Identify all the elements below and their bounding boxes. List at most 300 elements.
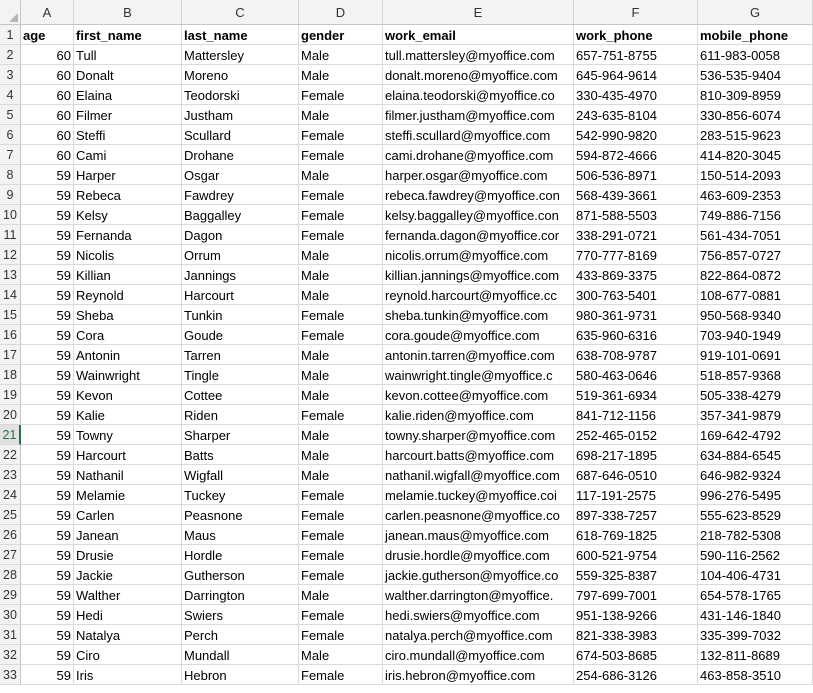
row-header[interactable]: 28 [0,565,21,585]
cell-gender[interactable]: Female [299,545,383,565]
table-row [0,585,813,605]
cell-work-phone[interactable]: 300-763-5401 [574,285,698,305]
cell-work-email[interactable]: wainwright.tingle@myoffice.c [383,365,574,385]
cell-work-email[interactable]: harcourt.batts@myoffice.com [383,445,574,465]
cell-age[interactable]: 59 [21,245,74,265]
cell-last-name[interactable]: Peasnone [182,505,299,525]
cell-work-email[interactable]: iris.hebron@myoffice.com [383,665,574,685]
cell-first-name[interactable]: Cora [74,325,182,345]
cell-work-email[interactable]: harper.osgar@myoffice.com [383,165,574,185]
cell-first-name[interactable]: Antonin [74,345,182,365]
cell-last-name[interactable]: Fawdrey [182,185,299,205]
cell-first-name[interactable]: Hedi [74,605,182,625]
cell-first-name[interactable]: Wainwright [74,365,182,385]
table-row [0,465,813,485]
cell-last-name[interactable]: Hordle [182,545,299,565]
cell-gender[interactable]: Female [299,485,383,505]
cell-first-name[interactable]: Walther [74,585,182,605]
cell-gender[interactable]: Male [299,285,383,305]
cell-work-phone[interactable]: 657-751-8755 [574,45,698,65]
cell-mobile-phone[interactable]: 169-642-4792 [698,425,813,445]
cell-age[interactable]: 59 [21,405,74,425]
cell-work-phone[interactable]: 559-325-8387 [574,565,698,585]
cell-work-phone[interactable]: 841-712-1156 [574,405,698,425]
cell-last-name[interactable]: Justham [182,105,299,125]
cell-age[interactable]: 59 [21,285,74,305]
row-header[interactable]: 27 [0,545,21,565]
cell-work-phone[interactable]: 568-439-3661 [574,185,698,205]
cell-work-email[interactable]: janean.maus@myoffice.com [383,525,574,545]
row-header[interactable]: 30 [0,605,21,625]
table-row [0,85,813,105]
cell-gender[interactable]: Female [299,665,383,685]
cell-age[interactable]: 59 [21,165,74,185]
cell-work-phone[interactable]: 980-361-9731 [574,305,698,325]
cell-first-name[interactable]: Kelsy [74,205,182,225]
table-row [0,105,813,125]
cell-work-email[interactable]: hedi.swiers@myoffice.com [383,605,574,625]
column-header-e[interactable]: E [383,0,574,24]
table-row [0,445,813,465]
cell-first-name[interactable]: Donalt [74,65,182,85]
cell-age[interactable]: 59 [21,205,74,225]
table-row [0,525,813,545]
cell-gender[interactable]: Female [299,145,383,165]
cell-work-phone[interactable]: 821-338-3983 [574,625,698,645]
cell-age[interactable]: 59 [21,485,74,505]
cell-mobile-phone[interactable]: 108-677-0881 [698,285,813,305]
table-row [0,265,813,285]
cell-gender[interactable]: Male [299,105,383,125]
cell-mobile-phone[interactable]: 950-568-9340 [698,305,813,325]
cell-last-name[interactable]: Harcourt [182,285,299,305]
cell-work-email[interactable]: killian.jannings@myoffice.com [383,265,574,285]
cell-gender[interactable]: Female [299,85,383,105]
cell-last-name[interactable]: Baggalley [182,205,299,225]
row-header[interactable]: 1 [0,25,21,45]
cell-gender[interactable]: Male [299,445,383,465]
cell-first-name[interactable]: Ciro [74,645,182,665]
cell-last-name[interactable]: Orrum [182,245,299,265]
cell-work-email[interactable]: towny.sharper@myoffice.com [383,425,574,445]
cell-last-name[interactable]: Wigfall [182,465,299,485]
cell-mobile-phone[interactable]: 703-940-1949 [698,325,813,345]
cell-gender[interactable]: Male [299,265,383,285]
cell-work-phone[interactable]: 600-521-9754 [574,545,698,565]
cell-age[interactable]: 59 [21,545,74,565]
cell-age[interactable]: 60 [21,125,74,145]
table-row [0,225,813,245]
cell-work-phone[interactable]: 254-686-3126 [574,665,698,685]
cell-mobile-phone[interactable]: 335-399-7032 [698,625,813,645]
cell-gender[interactable]: Female [299,405,383,425]
cell-mobile-phone[interactable]: 283-515-9623 [698,125,813,145]
cell-first-name[interactable]: Nicolis [74,245,182,265]
cell-work-phone[interactable]: 506-536-8971 [574,165,698,185]
cell-first-name[interactable]: Drusie [74,545,182,565]
cell-first-name[interactable]: Natalya [74,625,182,645]
cell-first-name[interactable]: Filmer [74,105,182,125]
cell-first-name[interactable]: Rebeca [74,185,182,205]
cell-work-phone[interactable]: 871-588-5503 [574,205,698,225]
cell-age[interactable]: 59 [21,645,74,665]
row-header[interactable]: 29 [0,585,21,605]
cell-age[interactable]: 59 [21,325,74,345]
cell-work-email[interactable]: drusie.hordle@myoffice.com [383,545,574,565]
cell-work-email[interactable]: kalie.riden@myoffice.com [383,405,574,425]
cell-work-phone[interactable]: 338-291-0721 [574,225,698,245]
cell-work-phone[interactable]: 117-191-2575 [574,485,698,505]
cell-work-email[interactable]: carlen.peasnone@myoffice.co [383,505,574,525]
cell-mobile-phone[interactable]: 132-811-8689 [698,645,813,665]
cell-age[interactable]: 60 [21,145,74,165]
column-header-c[interactable]: C [182,0,299,24]
cell-first-name[interactable]: Steffi [74,125,182,145]
cell-work-email[interactable]: jackie.gutherson@myoffice.co [383,565,574,585]
cell-last-name[interactable]: Cottee [182,385,299,405]
cell-last-name[interactable]: Tarren [182,345,299,365]
cell-last-name[interactable]: Tunkin [182,305,299,325]
cell-work-phone[interactable]: 542-990-9820 [574,125,698,145]
cell-age[interactable]: 59 [21,565,74,585]
row-header[interactable]: 24 [0,485,21,505]
cell-work-phone[interactable]: 770-777-8169 [574,245,698,265]
cell-work-email[interactable]: rebeca.fawdrey@myoffice.con [383,185,574,205]
cell-mobile-phone[interactable]: 756-857-0727 [698,245,813,265]
cell-gender[interactable]: Male [299,425,383,445]
cell-mobile-phone[interactable]: 822-864-0872 [698,265,813,285]
cell-age[interactable]: 59 [21,525,74,545]
table-row [0,125,813,145]
cell-work-phone[interactable]: 951-138-9266 [574,605,698,625]
cell-age[interactable]: 59 [21,665,74,685]
cell-first-name[interactable]: Reynold [74,285,182,305]
cell-work-email[interactable]: tull.mattersley@myoffice.com [383,45,574,65]
table-row [0,545,813,565]
cell-last-name[interactable]: Batts [182,445,299,465]
cell-mobile-phone[interactable]: 104-406-4731 [698,565,813,585]
cell-mobile-phone[interactable]: 431-146-1840 [698,605,813,625]
cell-age[interactable]: 60 [21,105,74,125]
cell-last-name[interactable]: Dagon [182,225,299,245]
row-header[interactable]: 2 [0,45,21,65]
cell-first-name[interactable]: Jackie [74,565,182,585]
cell-work-phone[interactable]: 433-869-3375 [574,265,698,285]
cell-gender[interactable]: Male [299,245,383,265]
row-header[interactable]: 32 [0,645,21,665]
cell-a1[interactable]: age [21,25,74,45]
cell-gender[interactable]: Female [299,625,383,645]
row-header[interactable]: 22 [0,445,21,465]
cell-work-email[interactable]: kelsy.baggalley@myoffice.con [383,205,574,225]
cell-mobile-phone[interactable]: 463-609-2353 [698,185,813,205]
cell-mobile-phone[interactable]: 505-338-4279 [698,385,813,405]
cell-mobile-phone[interactable]: 749-886-7156 [698,205,813,225]
cell-work-email[interactable]: sheba.tunkin@myoffice.com [383,305,574,325]
cell-f1[interactable]: work_phone [574,25,698,45]
row-header[interactable]: 8 [0,165,21,185]
cell-age[interactable]: 59 [21,225,74,245]
sheet-rows [0,25,813,685]
row-header[interactable]: 18 [0,365,21,385]
cell-work-email[interactable]: antonin.tarren@myoffice.com [383,345,574,365]
column-header-b[interactable]: B [74,0,182,24]
row-header[interactable]: 20 [0,405,21,425]
row-header[interactable]: 25 [0,505,21,525]
row-header[interactable]: 10 [0,205,21,225]
cell-gender[interactable]: Female [299,605,383,625]
cell-last-name[interactable]: Teodorski [182,85,299,105]
cell-last-name[interactable]: Tuckey [182,485,299,505]
cell-work-phone[interactable]: 687-646-0510 [574,465,698,485]
cell-gender[interactable]: Male [299,385,383,405]
cell-work-email[interactable]: steffi.scullard@myoffice.com [383,125,574,145]
cell-first-name[interactable]: Kevon [74,385,182,405]
cell-age[interactable]: 59 [21,365,74,385]
cell-work-phone[interactable]: 243-635-8104 [574,105,698,125]
cell-mobile-phone[interactable]: 414-820-3045 [698,145,813,165]
cell-work-phone[interactable]: 797-699-7001 [574,585,698,605]
row-header[interactable]: 14 [0,285,21,305]
cell-gender[interactable]: Male [299,165,383,185]
cell-last-name[interactable]: Swiers [182,605,299,625]
table-row [0,205,813,225]
cell-last-name[interactable]: Perch [182,625,299,645]
cell-mobile-phone[interactable]: 654-578-1765 [698,585,813,605]
cell-d1[interactable]: gender [299,25,383,45]
cell-mobile-phone[interactable]: 590-116-2562 [698,545,813,565]
cell-age[interactable]: 59 [21,625,74,645]
cell-age[interactable]: 59 [21,305,74,325]
cell-first-name[interactable]: Tull [74,45,182,65]
table-row [0,645,813,665]
cell-last-name[interactable]: Osgar [182,165,299,185]
row-header[interactable]: 13 [0,265,21,285]
cell-gender[interactable]: Female [299,565,383,585]
table-row [0,65,813,85]
row-header[interactable]: 6 [0,125,21,145]
cell-first-name[interactable]: Elaina [74,85,182,105]
cell-work-phone[interactable]: 594-872-4666 [574,145,698,165]
cell-work-email[interactable]: reynold.harcourt@myoffice.cc [383,285,574,305]
row-header[interactable]: 33 [0,665,21,685]
cell-last-name[interactable]: Jannings [182,265,299,285]
cell-gender[interactable]: Female [299,305,383,325]
cell-age[interactable]: 60 [21,65,74,85]
cell-first-name[interactable]: Carlen [74,505,182,525]
table-row [0,365,813,385]
cell-work-phone[interactable]: 635-960-6316 [574,325,698,345]
cell-work-email[interactable]: nicolis.orrum@myoffice.com [383,245,574,265]
cell-age[interactable]: 59 [21,345,74,365]
cell-gender[interactable]: Female [299,325,383,345]
cell-mobile-phone[interactable]: 330-856-6074 [698,105,813,125]
cell-work-email[interactable]: filmer.justham@myoffice.com [383,105,574,125]
cell-work-phone[interactable]: 897-338-7257 [574,505,698,525]
cell-last-name[interactable]: Drohane [182,145,299,165]
table-row [0,605,813,625]
select-all-button[interactable] [0,0,21,24]
column-header-g[interactable]: G [698,0,813,24]
table-row [0,145,813,165]
cell-e1[interactable]: work_email [383,25,574,45]
cell-last-name[interactable]: Tingle [182,365,299,385]
table-row [0,165,813,185]
row-header[interactable]: 19 [0,385,21,405]
table-row [0,305,813,325]
cell-age[interactable]: 59 [21,425,74,445]
cell-first-name[interactable]: Nathanil [74,465,182,485]
row-header[interactable]: 12 [0,245,21,265]
table-row [0,325,813,345]
cell-gender[interactable]: Female [299,185,383,205]
cell-last-name[interactable]: Sharper [182,425,299,445]
cell-first-name[interactable]: Iris [74,665,182,685]
cell-age[interactable]: 59 [21,465,74,485]
cell-work-email[interactable]: nathanil.wigfall@myoffice.com [383,465,574,485]
cell-mobile-phone[interactable]: 518-857-9368 [698,365,813,385]
cell-last-name[interactable]: Moreno [182,65,299,85]
cell-last-name[interactable]: Gutherson [182,565,299,585]
cell-gender[interactable]: Female [299,525,383,545]
cell-work-phone[interactable]: 330-435-4970 [574,85,698,105]
cell-work-email[interactable]: ciro.mundall@myoffice.com [383,645,574,665]
cell-work-email[interactable]: cami.drohane@myoffice.com [383,145,574,165]
table-row [0,565,813,585]
cell-work-phone[interactable]: 698-217-1895 [574,445,698,465]
cell-gender[interactable]: Female [299,205,383,225]
cell-age[interactable]: 60 [21,85,74,105]
cell-first-name[interactable]: Harcourt [74,445,182,465]
row-header[interactable]: 16 [0,325,21,345]
cell-c1[interactable]: last_name [182,25,299,45]
cell-last-name[interactable]: Riden [182,405,299,425]
table-row [0,665,813,685]
cell-first-name[interactable]: Killian [74,265,182,285]
cell-age[interactable]: 60 [21,45,74,65]
row-header[interactable]: 26 [0,525,21,545]
table-row [0,505,813,525]
cell-last-name[interactable]: Scullard [182,125,299,145]
cell-mobile-phone[interactable]: 634-884-6545 [698,445,813,465]
cell-mobile-phone[interactable]: 646-982-9324 [698,465,813,485]
table-row [0,405,813,425]
cell-work-phone[interactable]: 645-964-9614 [574,65,698,85]
cell-work-email[interactable]: elaina.teodorski@myoffice.co [383,85,574,105]
cell-work-email[interactable]: walther.darrington@myoffice. [383,585,574,605]
cell-last-name[interactable]: Darrington [182,585,299,605]
cell-gender[interactable]: Female [299,505,383,525]
row-header[interactable]: 9 [0,185,21,205]
cell-work-phone[interactable]: 618-769-1825 [574,525,698,545]
cell-last-name[interactable]: Maus [182,525,299,545]
cell-last-name[interactable]: Goude [182,325,299,345]
cell-work-phone[interactable]: 580-463-0646 [574,365,698,385]
cell-gender[interactable]: Female [299,125,383,145]
column-header-a[interactable]: A [21,0,74,24]
cell-age[interactable]: 59 [21,445,74,465]
cell-work-phone[interactable]: 519-361-6934 [574,385,698,405]
cell-mobile-phone[interactable]: 555-623-8529 [698,505,813,525]
cell-g1[interactable]: mobile_phone [698,25,813,45]
row-header[interactable]: 31 [0,625,21,645]
table-row [0,485,813,505]
cell-first-name[interactable]: Towny [74,425,182,445]
cell-work-email[interactable]: melamie.tuckey@myoffice.coi [383,485,574,505]
cell-age[interactable]: 59 [21,185,74,205]
cell-first-name[interactable]: Cami [74,145,182,165]
row-header[interactable]: 7 [0,145,21,165]
cell-gender[interactable]: Male [299,365,383,385]
cell-work-email[interactable]: cora.goude@myoffice.com [383,325,574,345]
cell-last-name[interactable]: Mattersley [182,45,299,65]
cell-work-email[interactable]: donalt.moreno@myoffice.com [383,65,574,85]
cell-age[interactable]: 59 [21,265,74,285]
cell-mobile-phone[interactable]: 611-983-0058 [698,45,813,65]
cell-mobile-phone[interactable]: 357-341-9879 [698,405,813,425]
cell-last-name[interactable]: Mundall [182,645,299,665]
cell-first-name[interactable]: Kalie [74,405,182,425]
row-header[interactable]: 15 [0,305,21,325]
cell-work-email[interactable]: kevon.cottee@myoffice.com [383,385,574,405]
cell-first-name[interactable]: Sheba [74,305,182,325]
cell-work-phone[interactable]: 674-503-8685 [574,645,698,665]
cell-age[interactable]: 59 [21,385,74,405]
cell-gender[interactable]: Male [299,65,383,85]
row-header[interactable]: 3 [0,65,21,85]
table-row [0,345,813,365]
cell-work-email[interactable]: natalya.perch@myoffice.com [383,625,574,645]
column-header-d[interactable]: D [299,0,383,24]
cell-mobile-phone[interactable]: 150-514-2093 [698,165,813,185]
cell-age[interactable]: 59 [21,505,74,525]
row-header[interactable]: 23 [0,465,21,485]
column-header-f[interactable]: F [574,0,698,24]
cell-mobile-phone[interactable]: 810-309-8959 [698,85,813,105]
cell-mobile-phone[interactable]: 919-101-0691 [698,345,813,365]
table-row [0,245,813,265]
cell-work-phone[interactable]: 252-465-0152 [574,425,698,445]
cell-work-phone[interactable]: 638-708-9787 [574,345,698,365]
cell-gender[interactable]: Male [299,45,383,65]
cell-mobile-phone[interactable]: 561-434-7051 [698,225,813,245]
cell-work-email[interactable]: fernanda.dagon@myoffice.cor [383,225,574,245]
table-row [0,185,813,205]
cell-gender[interactable]: Male [299,345,383,365]
cell-gender[interactable]: Male [299,465,383,485]
cell-age[interactable]: 59 [21,605,74,625]
row-header[interactable]: 21 [0,425,21,445]
cell-b1[interactable]: first_name [74,25,182,45]
cell-first-name[interactable]: Melamie [74,485,182,505]
cell-last-name[interactable]: Hebron [182,665,299,685]
cell-first-name[interactable]: Harper [74,165,182,185]
cell-first-name[interactable]: Fernanda [74,225,182,245]
cell-gender[interactable]: Male [299,585,383,605]
cell-gender[interactable]: Female [299,225,383,245]
cell-first-name[interactable]: Janean [74,525,182,545]
row-header[interactable]: 4 [0,85,21,105]
cell-mobile-phone[interactable]: 463-858-3510 [698,665,813,685]
cell-mobile-phone[interactable]: 996-276-5495 [698,485,813,505]
cell-age[interactable]: 59 [21,585,74,605]
cell-gender[interactable]: Male [299,645,383,665]
row-header[interactable]: 11 [0,225,21,245]
row-header[interactable]: 5 [0,105,21,125]
cell-mobile-phone[interactable]: 218-782-5308 [698,525,813,545]
row-header[interactable]: 17 [0,345,21,365]
cell-mobile-phone[interactable]: 536-535-9404 [698,65,813,85]
